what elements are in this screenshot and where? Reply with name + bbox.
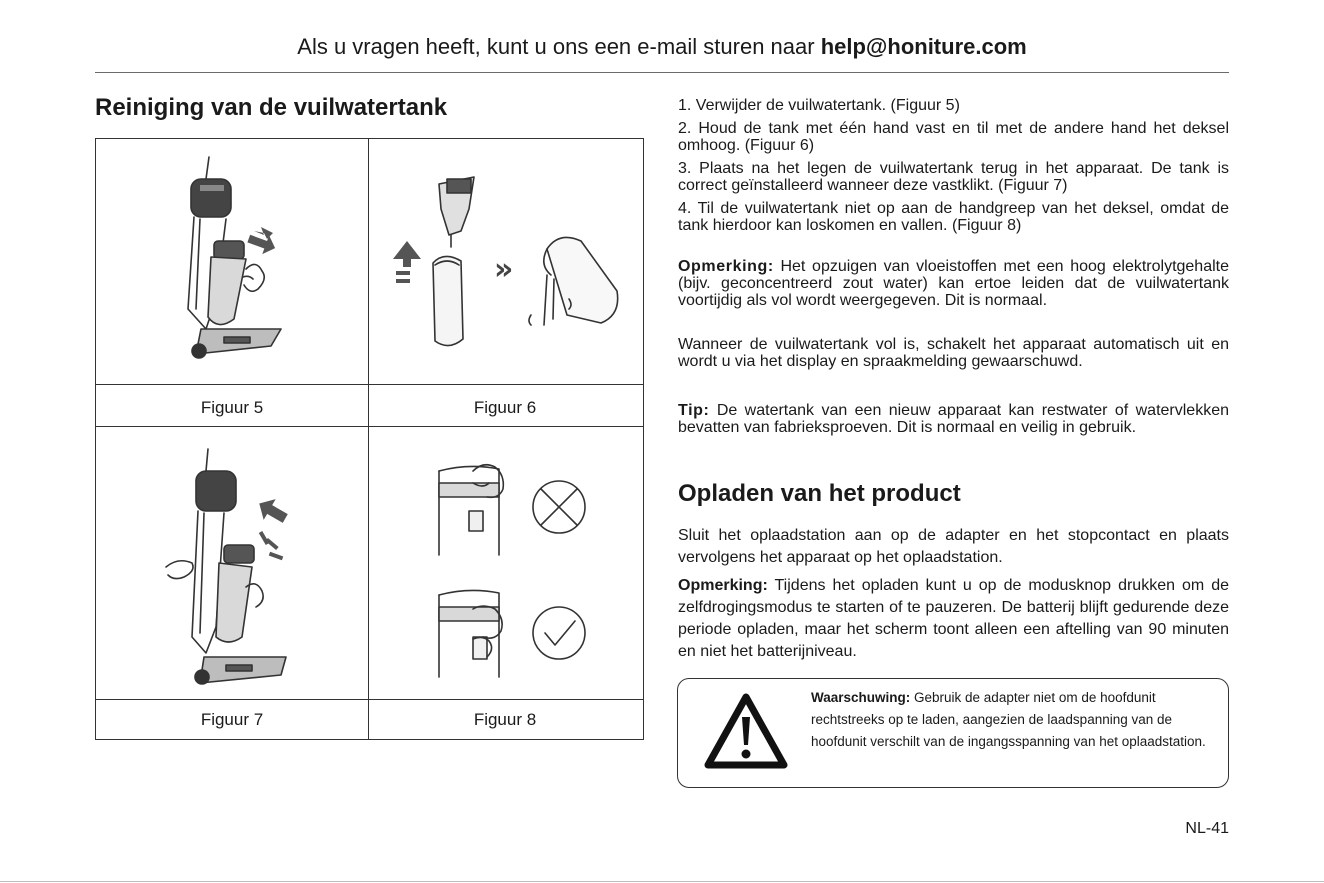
step-3: 3. Plaats na het legen de vuilwatertank terug in het apparaat. De tank is correct geïnstalleerd wanneer deze vastklikt. (Figuur 7) (678, 160, 1229, 194)
step-4: 4. Til de vuilwatertank niet op aan de handgreep van het deksel, omdat de tank hierdoor kan loskomen en vallen. (Figuur 8) (678, 200, 1229, 234)
tip-text: De watertank van een nieuw apparaat kan restwater of watervlekken bevatten van fabrieksproeven. Dit is normaal en veilig in gebruik. (678, 402, 1229, 436)
figure-5-illustration (96, 139, 368, 384)
svg-text:»: » (494, 252, 514, 287)
warning-body: Gebruik de adapter niet om de hoofdunit rechtstreeks op te laden, aangezien de laadspanning van de hoofdunit verschilt van de ingangsspanning van het oplaadstation. (811, 690, 1206, 749)
page-header (95, 34, 1229, 60)
cleaning-steps (678, 97, 1229, 234)
grid-divider (96, 384, 643, 385)
note-liquids (678, 258, 1229, 309)
charging-note-text: Tijdens het opladen kunt u op de modusknop drukken om de zelfdrogingsmodus te starten of te pauzeren. De batterij blijft gedurende deze periode opladen, maar het scherm toont alleen een aftelling van 90 minuten en niet het batterijniveau. (678, 577, 1229, 660)
warning-icon (704, 693, 788, 769)
warning-box (677, 678, 1229, 788)
figure-7-caption: Figuur 7 (200, 710, 264, 729)
tip-label: Tip: (678, 402, 710, 419)
section-title-dirty-water-tank: Reiniging van de vuilwatertank (95, 94, 448, 121)
charging-text: Sluit het oplaadstation aan op de adapter en het stopcontact en plaats vervolgens het apparaat op het oplaadstation. (678, 527, 1229, 566)
figure-8-illustration (369, 427, 643, 699)
charging-note (678, 575, 1229, 663)
warning-label: Waarschuwing: (811, 690, 911, 705)
section-title-charging: Opladen van het product (678, 480, 961, 507)
full-tank-paragraph (678, 336, 1229, 370)
figure-5-caption: Figuur 5 (200, 398, 264, 417)
note-label: Opmerking: (678, 258, 774, 275)
grid-divider (96, 699, 643, 700)
charging-paragraph (678, 525, 1229, 569)
note-text: Het opzuigen van vloeistoffen met een hoog elektrolytgehalte (bijv. geconcentreerd zout water) kan ertoe leiden dat de vuilwatertank voortijdig als vol wordt weergegeven. Dit is normaal. (678, 258, 1229, 309)
warning-text (811, 687, 1211, 753)
figure-6-illustration (369, 139, 643, 384)
step-1: 1. Verwijder de vuilwatertank. (Figuur 5) (678, 97, 960, 114)
header-divider (95, 72, 1229, 73)
support-email: help@honiture.com (820, 34, 1027, 59)
figure-grid (95, 138, 644, 740)
tip-paragraph (678, 402, 1229, 436)
figure-7-illustration (96, 427, 368, 699)
header-text: Als u vragen heeft, kunt u ons een e-mail sturen naar (297, 34, 821, 59)
page-bottom-edge (0, 881, 1324, 882)
page-number: NL-41 (1185, 820, 1229, 837)
figure-6-caption: Figuur 6 (473, 398, 537, 417)
figure-8-caption: Figuur 8 (473, 710, 537, 729)
charging-note-label: Opmerking: (678, 577, 768, 594)
full-tank-text: Wanneer de vuilwatertank vol is, schakelt het apparaat automatisch uit en wordt u via het display en spraakmelding gewaarschuwd. (678, 336, 1229, 370)
step-2: 2. Houd de tank met één hand vast en til met de andere hand het deksel omhoog. (Figuur 6) (678, 120, 1229, 154)
